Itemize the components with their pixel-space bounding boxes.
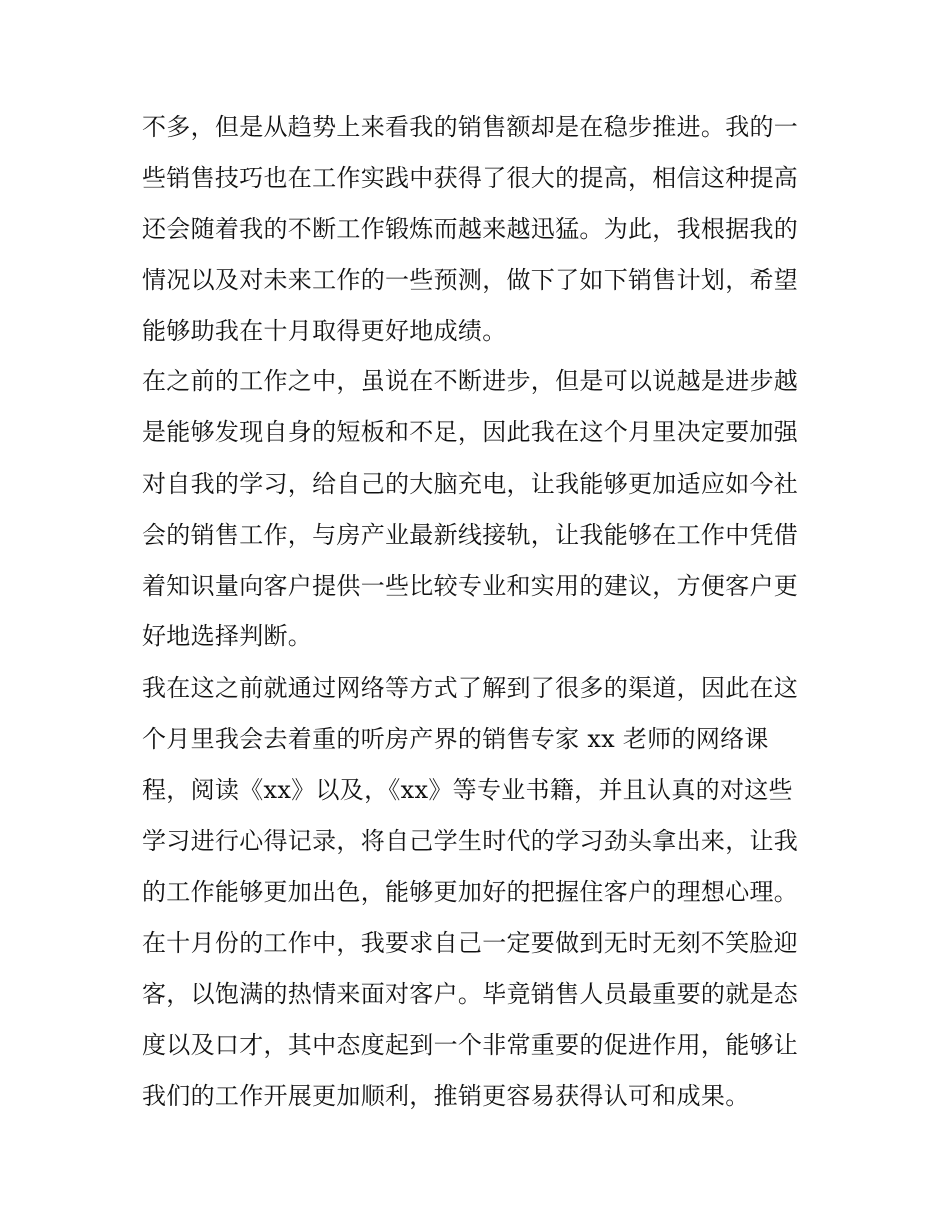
paragraph-1-line-5: 能够助我在十月取得更好地成绩。: [142, 317, 507, 345]
paragraph-4-line-2: 客，以饱满的热情来面对客户。毕竟销售人员最重要的就是态: [142, 980, 799, 1008]
paragraph-4-line-1: 在十月份的工作中，我要求自己一定要做到无时无刻不笑脸迎: [142, 929, 799, 957]
paragraph-2-line-2: 是能够发现自身的短板和不足，因此我在这个月里决定要加强: [142, 418, 799, 446]
paragraph-2-line-1: 在之前的工作之中，虽说在不断进步，但是可以说越是进步越: [142, 367, 799, 395]
paragraph-1-line-1: 不多，但是从趋势上来看我的销售额却是在稳步推进。我的一: [142, 113, 799, 141]
paragraph-1-line-3: 还会随着我的不断工作锻炼而越来越迅猛。为此，我根据我的: [142, 215, 799, 243]
paragraph-3-line-4: 学习进行心得记录，将自己学生时代的学习劲头拿出来，让我: [142, 827, 799, 855]
paragraph-3-line-3: 程，阅读《xx》以及，《xx》等专业书籍，并且认真的对这些: [142, 776, 793, 804]
paragraph-3-line-5: 的工作能够更加出色，能够更加好的把握住客户的理想心理。: [142, 878, 799, 906]
paragraph-2-line-5: 着知识量向客户提供一些比较专业和实用的建议，方便客户更: [142, 572, 799, 600]
paragraph-4-line-3: 度以及口才，其中态度起到一个非常重要的促进作用，能够让: [142, 1031, 799, 1059]
paragraph-1-line-2: 些销售技巧也在工作实践中获得了很大的提高，相信这种提高: [142, 164, 799, 192]
paragraph-2-line-6: 好地选择判断。: [142, 622, 313, 650]
paragraph-2-line-4: 会的销售工作，与房产业最新线接轨，让我能够在工作中凭借: [142, 521, 799, 549]
paragraph-3-line-2: 个月里我会去着重的听房产界的销售专家 xx 老师的网络课: [142, 725, 769, 753]
paragraph-2-line-3: 对自我的学习，给自己的大脑充电，让我能够更加适应如今社: [142, 470, 799, 498]
paragraph-3-line-1: 我在这之前就通过网络等方式了解到了很多的渠道，因此在这: [142, 674, 799, 702]
paragraph-4-line-4: 我们的工作开展更加顺利，推销更容易获得认可和成果。: [142, 1082, 750, 1110]
paragraph-1-line-4: 情况以及对未来工作的一些预测，做下了如下销售计划，希望: [142, 266, 799, 294]
